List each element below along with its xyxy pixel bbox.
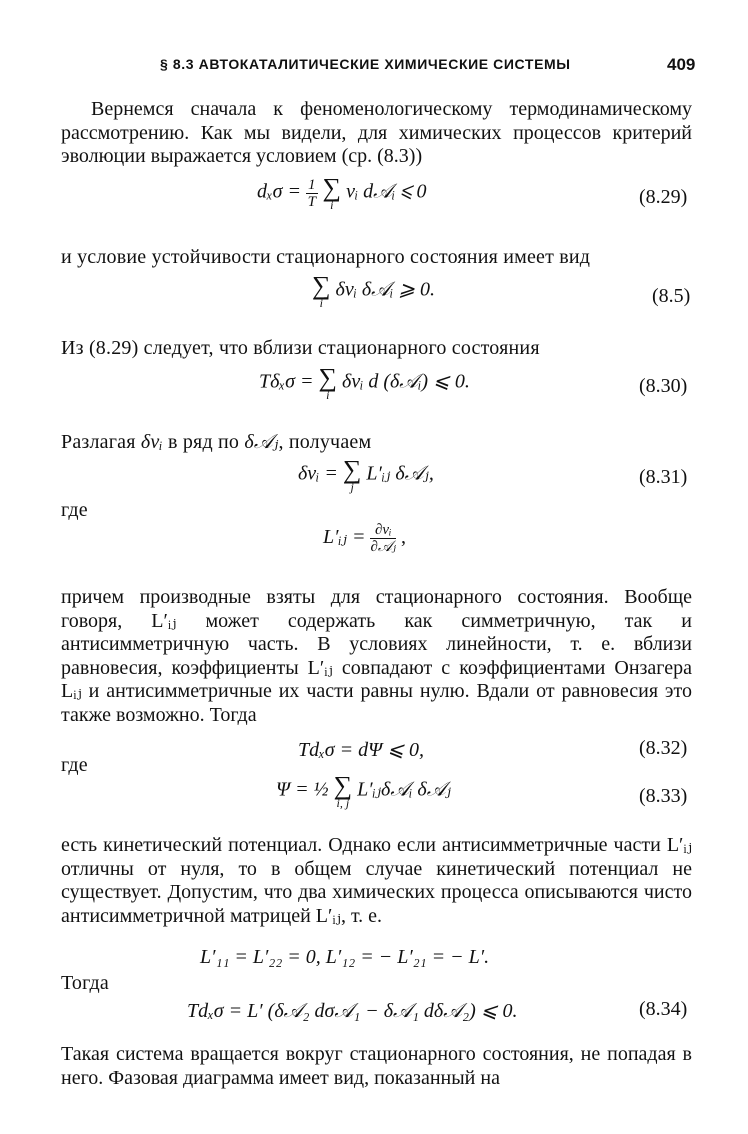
paragraph-expanding: [61, 429, 371, 454]
sum-symbol: ∑ i: [322, 173, 342, 212]
text-where-2: где: [61, 754, 88, 776]
sum-index: i: [319, 296, 323, 310]
equation-8-29: [257, 173, 427, 212]
equation-8-30: [259, 363, 470, 402]
eq-number-8-31: (8.31): [639, 466, 688, 488]
eq-def-fraction: [370, 522, 396, 555]
text-expanding-c: , получаем: [278, 431, 372, 453]
text-expanding-b: в ряд по: [168, 431, 240, 453]
equation-8-33: [276, 771, 451, 810]
eq-def-comma: ,: [401, 526, 407, 549]
eq-8-31-rhs: L′ᵢⱼ δ𝒜ⱼ,: [366, 462, 434, 485]
paragraph-intro: Вернемся сначала к феноменологическому термодинамическому рассмотрению. Как мы видели, для химических процессов критерий эволюции выражается условием (ср. (8.3)): [61, 98, 692, 167]
paragraph-from-829: Из (8.29) следует, что вблизи стационарного состояния: [61, 337, 540, 359]
eq-8-30-lhs: Tδₓσ =: [259, 370, 314, 393]
page-number: 409: [667, 55, 696, 74]
eq-number-8-34: (8.34): [639, 998, 688, 1020]
equation-8-5: [312, 271, 436, 310]
inline-delta-v: δvᵢ: [140, 431, 163, 453]
equation-8-34: Tdₓσ = L′ (δ𝒜₂ dσ𝒜₁ − δ𝒜₁ dδ𝒜₂) ⩽ 0.: [187, 1000, 518, 1022]
eq-8-33-rhs: L′ᵢⱼδ𝒜ᵢ δ𝒜ⱼ: [357, 778, 451, 801]
paragraph-stability: и условие устойчивости стационарного состояния имеет вид: [61, 246, 591, 268]
sum-symbol: ∑ j: [342, 455, 362, 494]
paragraph-kinetic-potential: есть кинетический потенциал. Однако если антисимметричные части L′ᵢⱼ отличны от нуля, то в общем случае кинетический потенциал не существует. Допустим, что два химических процесса описываются чисто антисимметричной матрицей L′ᵢⱼ, т. е.: [61, 834, 692, 927]
paragraph-derivatives: причем производные взяты для стационарного состояния. Вообще говоря, L′ᵢⱼ может содержать как симметричную, так и антисимметричную часть. В условиях линейности, т. е. вблизи равновесия, коэффициенты L′ᵢⱼ совпадают с коэффициентами Онзагера Lᵢⱼ и антисимметричные их части равны нулю. Вдали от равновесия это также возможно. Тогда: [61, 586, 692, 726]
eq-8-29-fraction: [306, 177, 318, 210]
equation-l-prime-definition: [323, 522, 406, 555]
equation-antisymmetric-matrix: L′₁₁ = L′₂₂ = 0, L′₁₂ = − L′₂₁ = − L′.: [200, 946, 490, 968]
frac-numerator: 1: [308, 176, 316, 193]
text-where-1: где: [61, 499, 88, 521]
eq-8-29-rhs: vᵢ d𝒜ᵢ ⩽ 0: [346, 180, 427, 203]
equation-8-31: [298, 455, 434, 494]
frac-denominator: T: [307, 193, 316, 210]
eq-8-31-lhs: δvᵢ =: [298, 462, 338, 485]
eq-8-30-rhs: δvᵢ d (δ𝒜ᵢ) ⩽ 0.: [342, 370, 470, 393]
eq-number-8-30: (8.30): [639, 375, 688, 397]
paragraph-rotation: Такая система вращается вокруг стационарного состояния, не попадая в него. Фазовая диаграмма имеет вид, показанный на: [61, 1043, 692, 1089]
inline-delta-a: δ𝒜ⱼ: [244, 431, 279, 453]
sum-index: i: [326, 388, 330, 402]
eq-8-29-lhs: dₓσ =: [257, 180, 302, 203]
eq-number-8-33: (8.33): [639, 785, 688, 807]
eq-number-8-29: (8.29): [639, 186, 688, 208]
sum-index: i, j: [336, 796, 350, 810]
sum-symbol: ∑ i: [312, 271, 331, 310]
eq-def-lhs: L′ᵢⱼ =: [323, 526, 366, 549]
sum-index: i: [330, 198, 334, 212]
eq-number-8-32: (8.32): [639, 737, 688, 759]
text-expanding-a: Разлагая: [61, 431, 136, 453]
sum-symbol: ∑ i: [318, 363, 338, 402]
text-then: Тогда: [61, 972, 109, 994]
running-header: § 8.3 АВТОКАТАЛИТИЧЕСКИЕ ХИМИЧЕСКИЕ СИСТЕМЫ: [160, 56, 571, 72]
eq-number-8-5: (8.5): [652, 285, 691, 307]
eq-8-5-body: δvᵢ δ𝒜ᵢ ⩾ 0.: [335, 278, 436, 301]
frac-numerator: ∂vᵢ: [370, 522, 396, 539]
sum-symbol: ∑ i, j: [333, 771, 353, 810]
equation-8-32: Tdₓσ = dΨ ⩽ 0,: [298, 739, 424, 761]
frac-denominator: ∂𝒜ⱼ: [370, 539, 397, 555]
sum-index: j: [350, 480, 354, 494]
eq-8-33-lhs: Ψ = ½: [276, 778, 329, 801]
